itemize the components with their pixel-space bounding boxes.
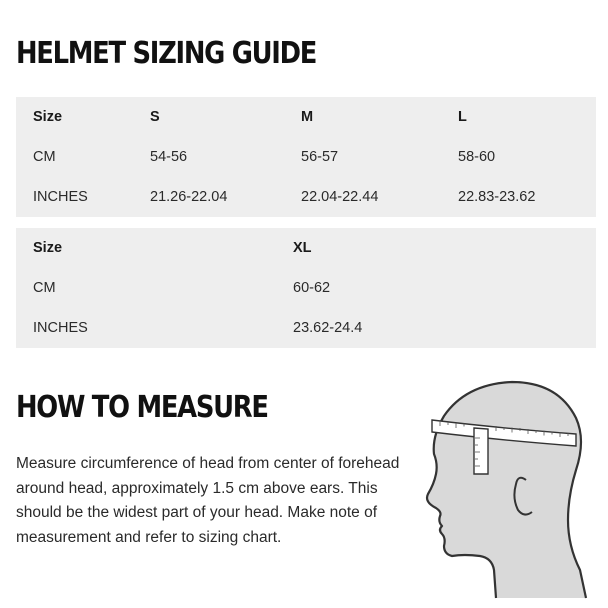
row-label-cm: CM bbox=[33, 149, 56, 165]
table-cell: 56-57 bbox=[301, 149, 339, 165]
header-size-l: L bbox=[458, 109, 467, 125]
header-size-m: M bbox=[301, 109, 314, 125]
header-size-s: S bbox=[150, 109, 160, 125]
table-row bbox=[16, 318, 596, 338]
table-cell: 22.83-23.62 bbox=[458, 189, 536, 205]
head-with-measuring-tape-icon bbox=[408, 370, 598, 600]
header-size-xl: XL bbox=[293, 240, 312, 256]
table-cell: 60-62 bbox=[293, 280, 331, 296]
size-table-s-m-l bbox=[16, 97, 596, 217]
how-to-measure-title: HOW TO MEASURE bbox=[16, 390, 268, 425]
table-row bbox=[16, 278, 596, 298]
table-cell: 54-56 bbox=[150, 149, 188, 165]
table-cell: 21.26-22.04 bbox=[150, 189, 228, 205]
table-row bbox=[16, 147, 596, 167]
header-size-label: Size bbox=[33, 240, 63, 256]
header-size-label: Size bbox=[33, 109, 63, 125]
table-cell: 58-60 bbox=[458, 149, 496, 165]
row-label-cm: CM bbox=[33, 280, 56, 296]
row-label-inches: INCHES bbox=[33, 320, 88, 336]
size-table-xl bbox=[16, 228, 596, 348]
table-cell: 22.04-22.44 bbox=[301, 189, 379, 205]
table-cell: 23.62-24.4 bbox=[293, 320, 363, 336]
row-label-inches: INCHES bbox=[33, 189, 88, 205]
table-row bbox=[16, 187, 596, 207]
measure-instructions: Measure circumference of head from center of forehead around head, approximately 1.5 cm above ears. This should be the widest part of your head. Make note of measurement and refer to sizing chart. bbox=[16, 455, 400, 546]
table-header-row bbox=[16, 238, 596, 258]
table-header-row bbox=[16, 107, 596, 127]
sizing-guide-title: HELMET SIZING GUIDE bbox=[16, 36, 317, 71]
